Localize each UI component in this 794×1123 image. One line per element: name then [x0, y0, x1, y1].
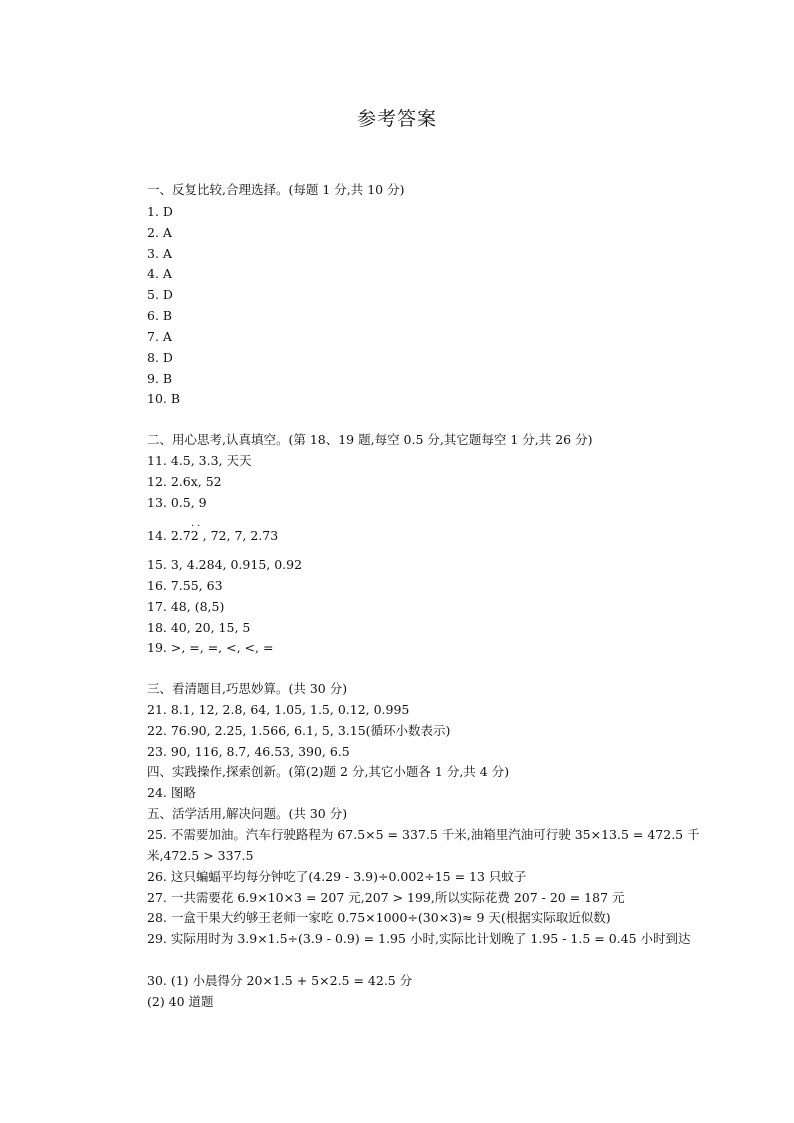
page-title: 参考答案	[356, 108, 437, 130]
section-heading-4: 四、实践操作,探索创新。(第(2)题 2 分,其它小题各 1 分,共 4 分)	[147, 764, 510, 779]
section-heading-3: 三、看清题目,巧思妙算。(共 30 分)	[147, 681, 348, 696]
section-heading-5: 五、活学活用,解决问题。(共 30 分)	[147, 806, 348, 821]
answer-1: 1. D	[147, 204, 173, 219]
answer-22: 22. 76.90, 2.25, 1.566, 6.1, 5, 3.15(循环小数表示)	[147, 723, 451, 738]
answer-25: 25. 不需要加油。汽车行驶路程为 67.5×5 = 337.5 千米,油箱里汽油可行驶 35×13.5 = 472.5 千米,472.5 > 337.5	[147, 827, 700, 863]
answer-29: 29. 实际用时为 3.9×1.5÷(3.9 - 0.9) = 1.95 小时,实际比计划晚了 1.95 - 1.5 = 0.45 小时到达	[147, 931, 691, 946]
answer-5: 5. D	[147, 287, 173, 302]
answer-3: 3. A	[147, 246, 172, 261]
answer-30-part-1: 30. (1) 小晨得分 20×1.5 + 5×2.5 = 42.5 分	[147, 973, 413, 988]
answer-19: 19. >, =, =, <, <, =	[147, 640, 274, 655]
answer-4: 4. A	[147, 266, 172, 281]
answer-30-part-2: (2) 40 道题	[147, 994, 214, 1009]
answer-2: 2. A	[147, 225, 172, 240]
repeating-decimal-dots: ..	[191, 518, 204, 529]
answer-21: 21. 8.1, 12, 2.8, 64, 1.05, 1.5, 0.12, 0.995	[147, 702, 410, 717]
answer-8: 8. D	[147, 350, 173, 365]
answer-15: 15. 3, 4.284, 0.915, 0.92	[147, 557, 303, 572]
answer-13: 13. 0.5, 9	[147, 495, 207, 510]
answer-11: 11. 4.5, 3.3, 天天	[147, 453, 252, 468]
answer-14: 14. 2.72 , 72, 7, 2.73	[147, 528, 279, 543]
answer-23: 23. 90, 116, 8.7, 46.53, 390, 6.5	[147, 744, 350, 759]
answer-18: 18. 40, 20, 15, 5	[147, 620, 251, 635]
answer-9: 9. B	[147, 371, 173, 386]
answer-26: 26. 这只蝙蝠平均每分钟吃了(4.29 - 3.9)÷0.002÷15 = 13 只蚊子	[147, 869, 527, 884]
answer-27: 27. 一共需要花 6.9×10×3 = 207 元,207 > 199,所以实际花费 207 - 20 = 187 元	[147, 890, 625, 905]
answer-12: 12. 2.6x, 52	[147, 474, 222, 489]
answer-16: 16. 7.55, 63	[147, 578, 223, 593]
answer-10: 10. B	[147, 391, 181, 406]
answer-6: 6. B	[147, 308, 173, 323]
answer-24: 24. 图略	[147, 785, 196, 800]
answer-17: 17. 48, (8,5)	[147, 599, 225, 614]
section-heading-2: 二、用心思考,认真填空。(第 18、19 题,每空 0.5 分,其它题每空 1 分,共 26 分)	[147, 432, 593, 447]
answer-28: 28. 一盒干果大约够王老师一家吃 0.75×1000÷(30×3)≈ 9 天(根据实际取近似数)	[147, 910, 611, 925]
answer-7: 7. A	[147, 329, 172, 344]
section-heading-1: 一、反复比较,合理选择。(每题 1 分,共 10 分)	[147, 182, 405, 197]
